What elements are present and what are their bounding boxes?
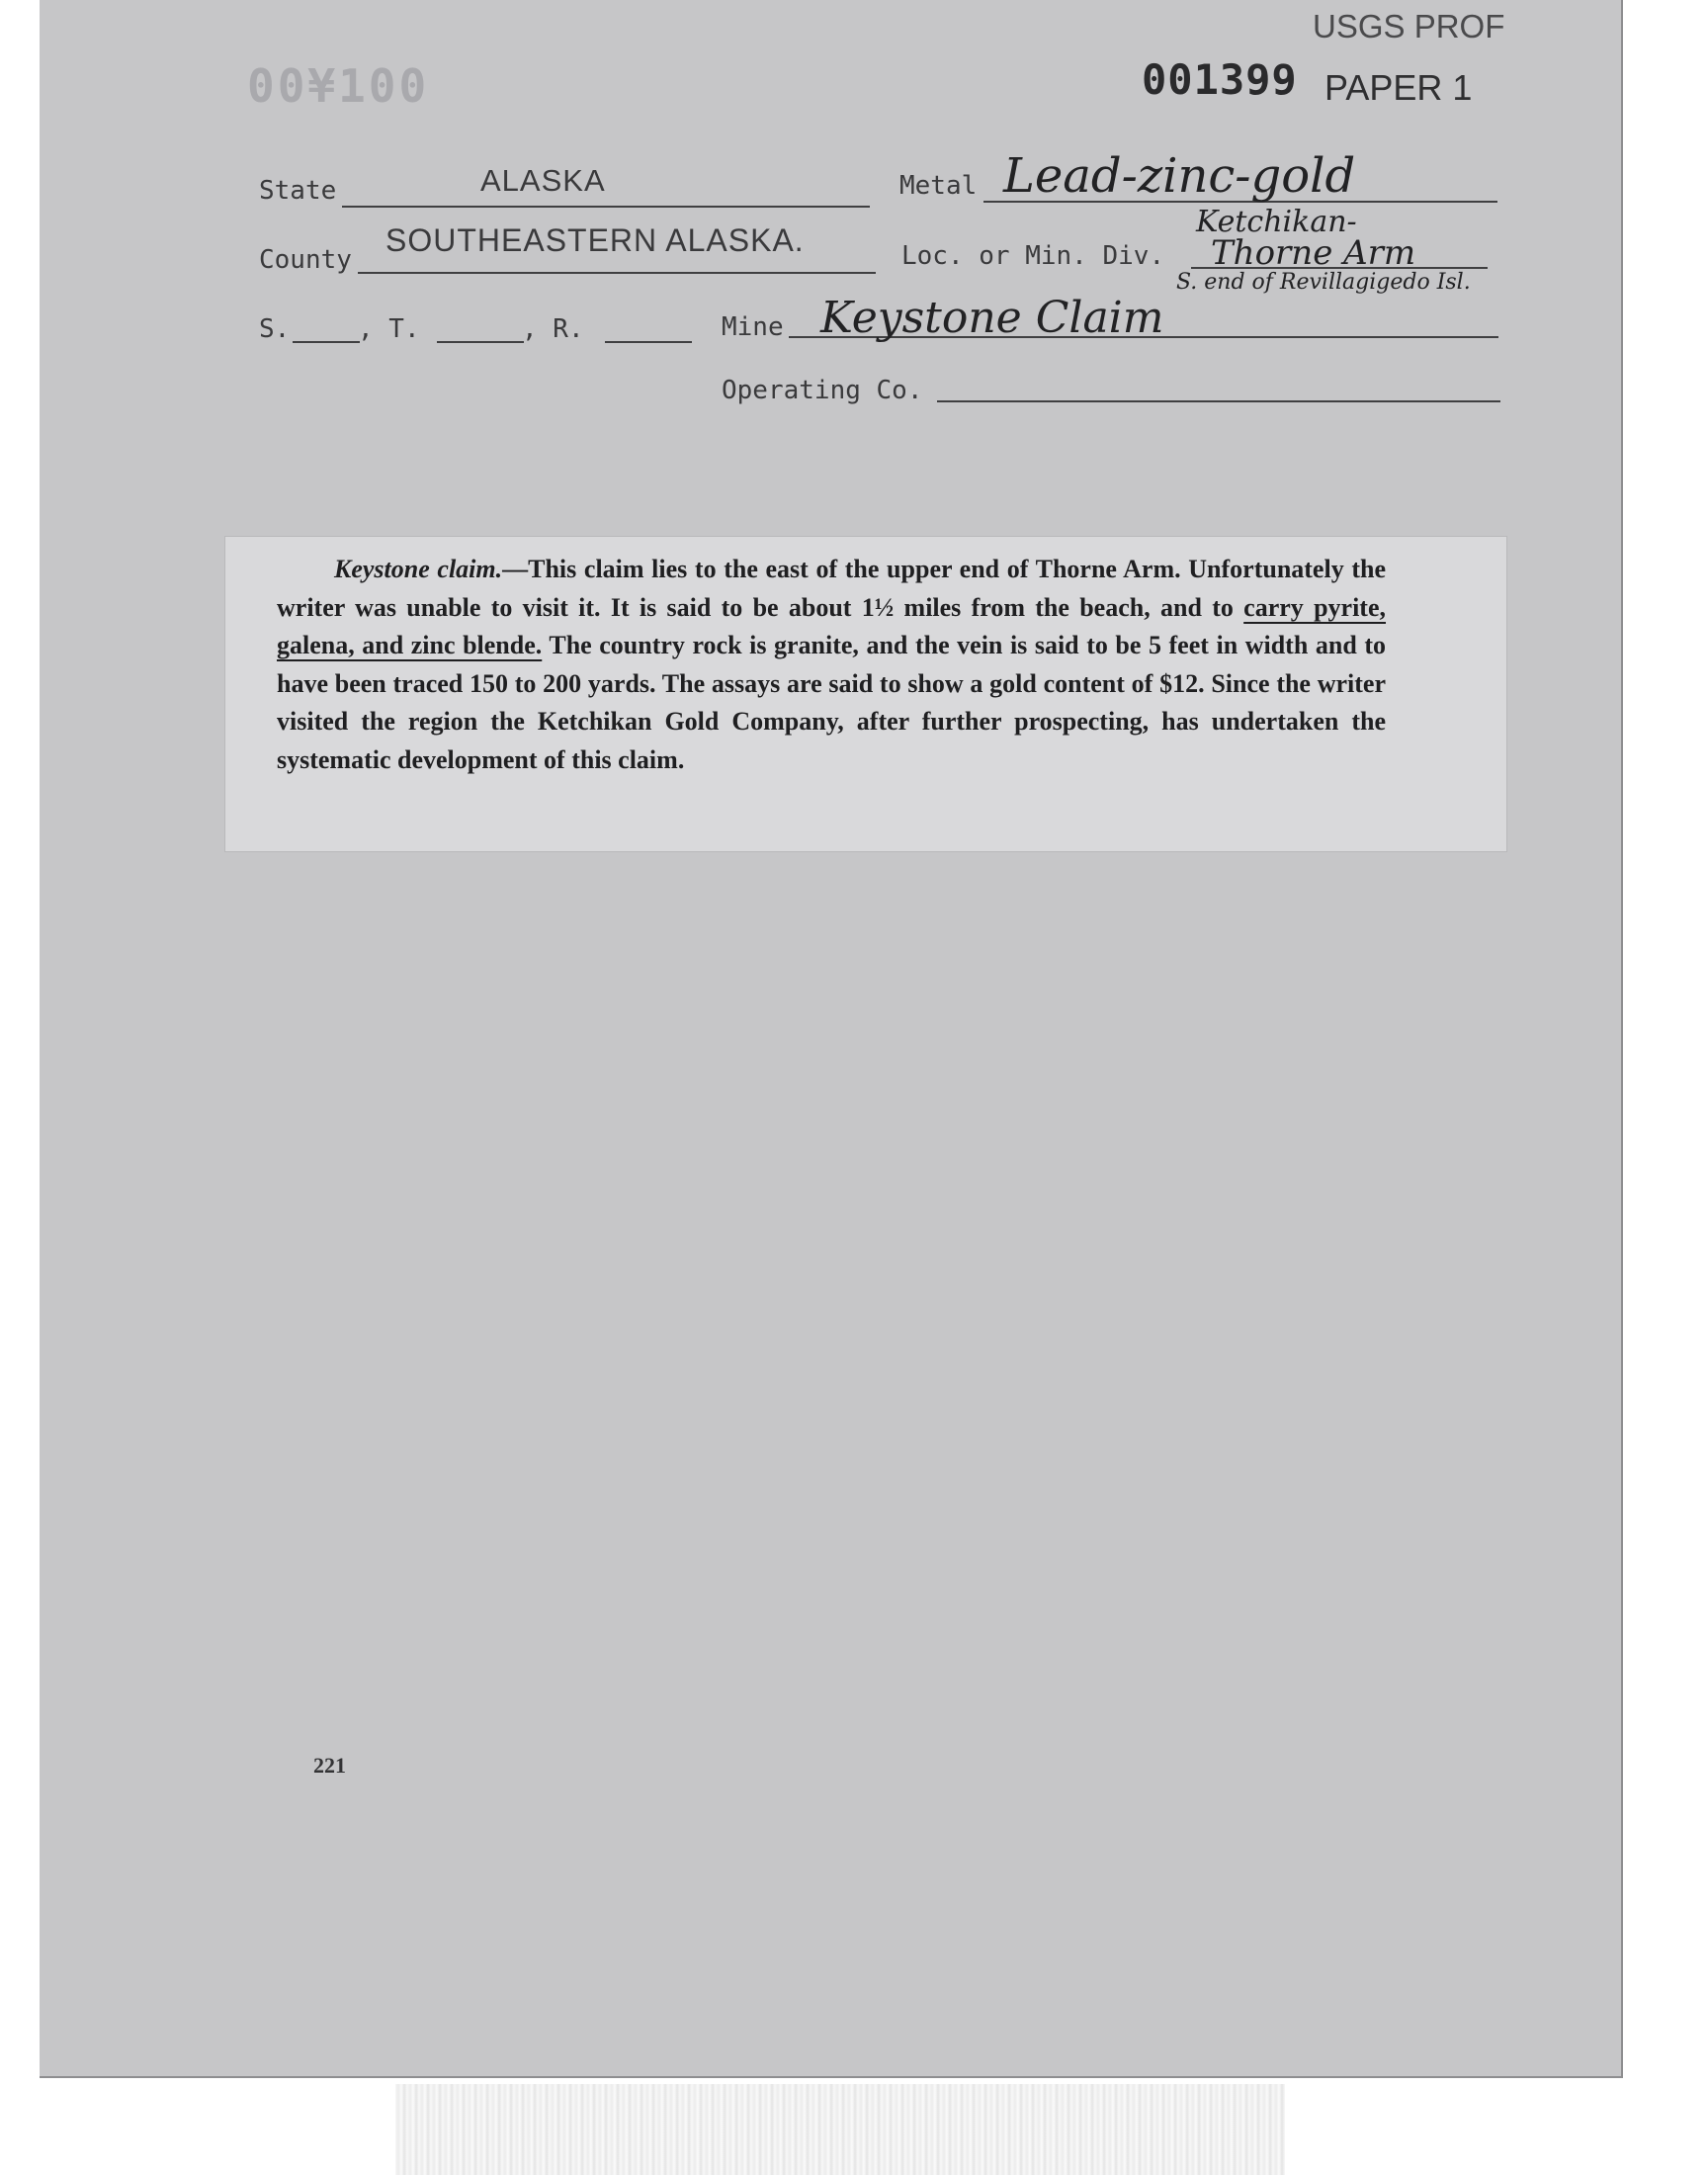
paper-label: PAPER 1 [1324, 67, 1473, 108]
operating-line [937, 400, 1500, 402]
s-line [293, 341, 360, 343]
faint-stamp-number: 00¥100 [247, 59, 430, 113]
state-value: ALASKA [480, 163, 606, 198]
county-line [358, 272, 876, 274]
r-label: , R. [522, 314, 584, 344]
clipping-text [277, 551, 1386, 779]
clipping-text-part1: This claim lies to the east of the upper end of Thorne Arm. Unfortunately the writer was unable to visit it. It is said to be about 1½ miles from the beach, and to [277, 555, 1386, 622]
text-clipping [225, 537, 1506, 851]
usgs-label: USGS PROF [1313, 8, 1505, 44]
t-label: , T. [358, 314, 420, 344]
s-label: S. [259, 314, 291, 344]
county-value: SOUTHEASTERN ALASKA. [385, 222, 805, 258]
t-line [437, 341, 524, 343]
document-number: 001399 [1142, 55, 1298, 104]
metal-label: Metal [899, 171, 978, 201]
clipping-dash: — [502, 555, 529, 583]
metal-value: Lead-zinc-gold [1003, 148, 1356, 204]
loc-value-line2: Thorne Arm [1211, 233, 1416, 273]
scan-artifact [395, 2084, 1285, 2175]
loc-value-line1: Ketchikan- [1196, 205, 1357, 239]
loc-value-line3: S. end of Revillagigedo Isl. [1176, 270, 1471, 295]
state-line [342, 206, 870, 208]
page-number: 221 [313, 1753, 346, 1778]
operating-label: Operating Co. [722, 376, 923, 405]
mine-label: Mine [722, 312, 784, 342]
clipping-title: Keystone claim. [334, 555, 503, 583]
r-line [605, 341, 692, 343]
clipping-underlined-text: carry pyrite, galena, and zinc blende. [277, 592, 1387, 659]
record-card [40, 0, 1623, 2078]
clipping-text-part2: The country rock is granite, and the vein is said to be 5 feet in width and to have been traced 150 to 200 yards. The assays are said to show a gold content of $12. Since the writer visited the region the Ketchikan Gold Company, after further prospecting, has undertaken the systematic development of this claim. [277, 631, 1386, 774]
state-label: State [259, 176, 337, 206]
mine-value: Keystone Claim [820, 293, 1164, 343]
loc-line [1191, 267, 1488, 269]
county-label: County [259, 245, 352, 275]
loc-label: Loc. or Min. Div. [901, 241, 1165, 271]
